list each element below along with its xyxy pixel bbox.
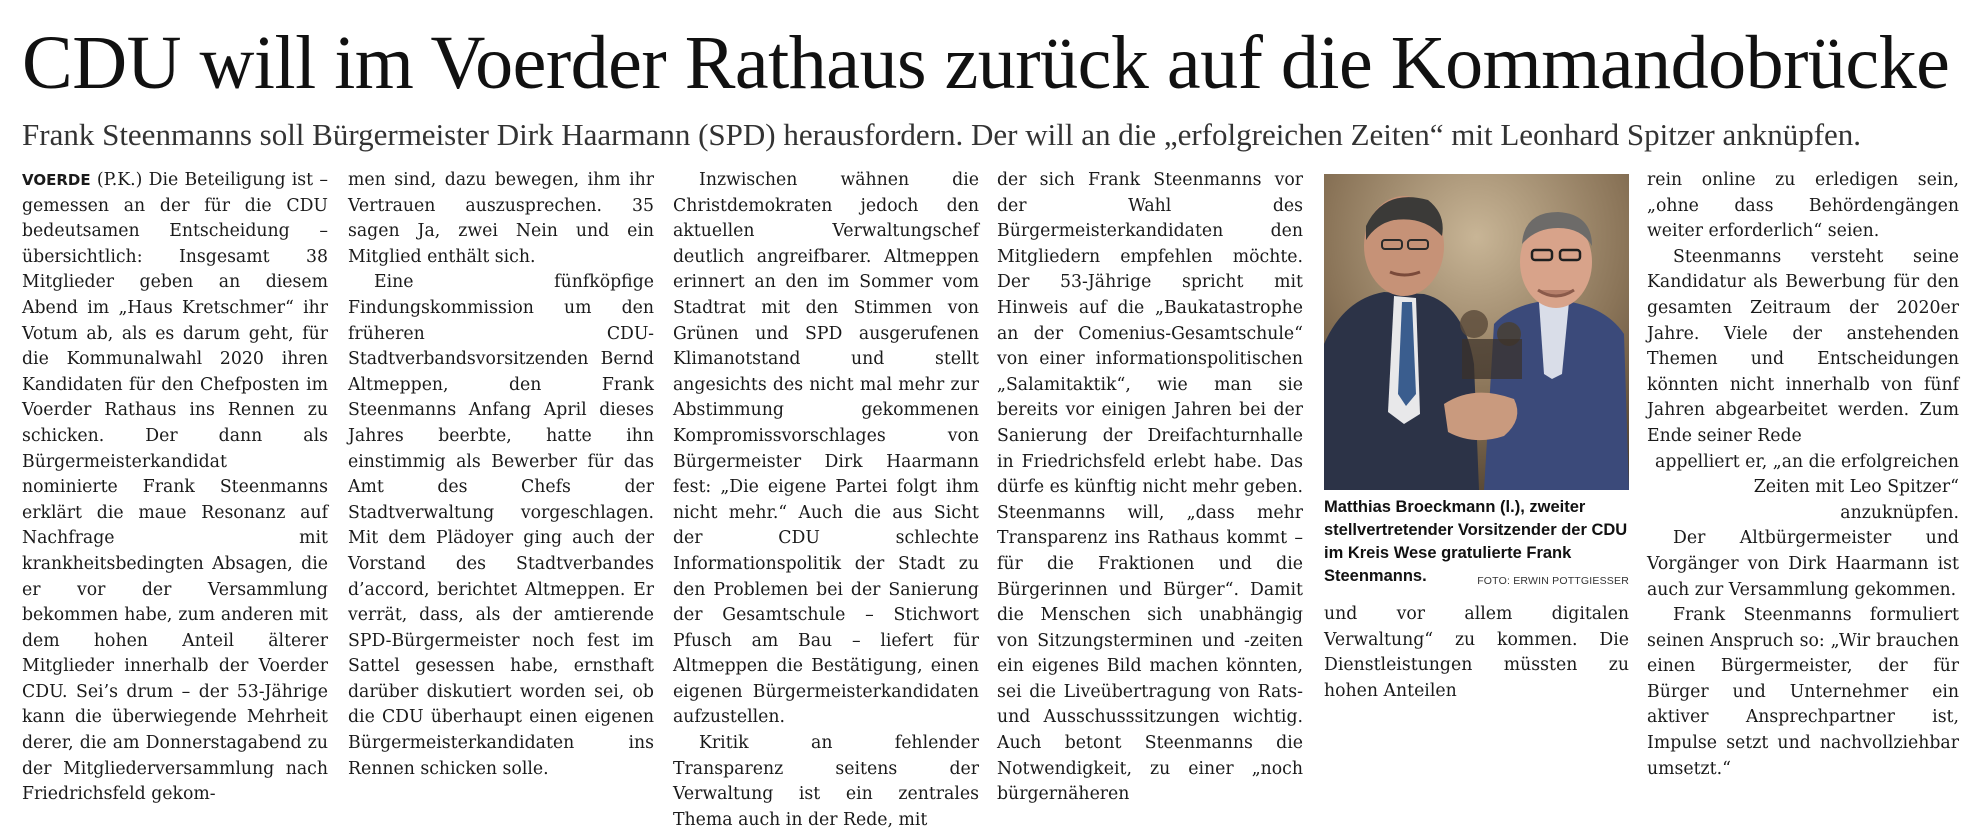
paragraph: Steenmanns versteht seine Kandidatur als Bewerbung für den gesamten Zeitraum der 2020er Jahre. Viele der anstehenden Themen und Entscheidungen könnten nicht innerhalb von fünf Jahren abgearbeitet werden. Zum Ende seiner Rede	[1647, 246, 1959, 446]
photo-column	[1324, 168, 1629, 701]
headline: CDU will im Voerder Rathaus zurück auf die Kommandobrücke	[22, 21, 1950, 105]
article-photo	[1324, 174, 1629, 490]
paragraph-text: (P.K.) Die Beteiligung ist – gemessen an der für die CDU bedeutsamen Entscheidung – übersichtlich: Insgesamt 38 Mitglieder geben an diesem Abend im „Haus Kretschmer“ ihr Votum ab, als es darum geht, für die Kommunalwahl 2020 ihren Kandidaten für den Chefposten im Voerder Rathaus ins Rennen zu schicken. Der dann als Bürgermeisterkandidat nominierte Frank Steenmanns erklärt die maue Resonanz auf Nachfrage mit krankheitsbedingten Absagen, die er vor der Versammlung bekommen habe, zum anderen mit dem hohen Anteil älterer Mitglieder innerhalb der Voerder CDU. Sei’s drum – der 53-Jährige kann die überwiegende Mehrheit derer, die am Donnerstagabend zu der Mitgliederversammlung nach Friedrichsfeld gekom-	[22, 170, 328, 805]
subline: Frank Steenmanns soll Bürgermeister Dirk Haarmann (SPD) herausfordern. Der will an die „erfolgreichen Zeiten“ mit Leonhard Spitzer anknüpfen.	[22, 117, 1862, 152]
photo-illustration	[1324, 174, 1629, 490]
photo-caption	[1324, 496, 1629, 593]
caption-text: Matthias Broeckmann (l.), zweiter stellvertretender Vorsitzender der CDU im Kreis Wese gratulierte Frank Steenmanns.	[1324, 498, 1628, 585]
paragraph: Kritik an fehlender Transparenz seitens der Verwaltung ist ein zentrales Thema auch in der Rede, mit	[673, 733, 979, 830]
photo-credit: FOTO: ERWIN POTTGIESSER	[1477, 575, 1629, 587]
article-column-5	[1324, 602, 1629, 704]
article-column-3	[673, 168, 979, 830]
article-column-2	[348, 168, 654, 779]
paragraph: Inzwischen wähnen die Christdemokraten jedoch den aktuellen Verwaltungschef deutlich angreifbarer. Altmeppen erinnert an den im Sommer vom Stadtrat mit den Stimmen von Grünen und SPD ausgerufenen Klimanotstand und stellt angesichts des nicht mal mehr zur Abstimmung gekommenen Kompromissvorschlages von Bürgermeister Dirk Haarmann fest: „Die eigene Partei folgt ihm nicht mehr.“ Auch die aus Sicht der CDU schlechte Informationspolitik der Stadt zu den Problemen bei der Sanierung der Gesamtschule – Stichwort Pfusch am Bau – liefert für Altmeppen die Bestätigung, einen eigenen Bürgermeisterkandidaten aufzustellen.	[673, 170, 979, 728]
paragraph: der sich Frank Steenmanns vor der Wahl des Bürgermeisterkandidaten den Mitgliedern empfehlen möchte. Der 53-Jährige spricht mit Hinweis auf die „Baukatastrophe an der Comenius-Gesamtschule“ von einer informationspolitischen „Salamitaktik“, wie man sie bereits vor einigen Jahren bei der Sanierung der Dreifachturnhalle in Friedrichsfeld erlebt habe. Das dürfe es künftig nicht mehr geben. Steenmanns will, „dass mehr Transparenz ins Rathaus kommt – für die Fraktionen und die Bürgerinnen und Bürger“. Damit die Menschen sich unabhängig von Sitzungsterminen und -zeiten ein eigenes Bild machen könnten, sei die Liveübertragung von Rats- und Ausschusssitzungen wichtig. Auch betont Steenmanns die Notwendigkeit, zu einer „noch bürgernäheren	[997, 170, 1303, 805]
paragraph: Der Altbürgermeister und Vorgänger von Dirk Haarmann ist auch zur Versammlung gekommen.	[1647, 528, 1959, 600]
article-column-1	[22, 168, 328, 805]
article-column-4	[997, 168, 1303, 805]
paragraph: men sind, dazu bewegen, ihm ihr Vertrauen auszusprechen. 35 sagen Ja, zwei Nein und ein Mitglied enthält sich.	[348, 170, 654, 267]
paragraph: und vor allem digitalen Verwaltung“ zu kommen. Die Dienstleistungen müssten zu hohen Anteilen	[1324, 604, 1629, 701]
paragraph: Frank Steenmanns formuliert seinen Anspruch so: „Wir brauchen einen Bürgermeister, der für Bürger und Unternehmer ein aktiver Ansprechpartner ist, Impulse setzt und nachvollziehbar umsetzt.“	[1647, 605, 1959, 779]
paragraph: rein online zu erledigen sein, „ohne dass Behördengängen weiter erforderlich“ seien.	[1647, 170, 1959, 242]
paragraph	[22, 168, 328, 808]
paragraph: Eine fünfköpfige Findungskommission um den früheren CDU-Stadtverbandsvorsitzenden Bernd Altmeppen, den Frank Steenmanns Anfang April dieses Jahres beerbte, hatte ihn einstimmig als Bewerber für das Amt des Chefs der Stadtverwaltung vorgeschlagen. Mit dem Plädoyer ging auch der Vorstand des Stadtverbandes d’accord, berichtet Altmeppen. Er verrät, dass, als der amtierende SPD-Bürgermeister noch fest im Sattel gesessen habe, ernsthaft darüber diskutiert worden sei, ob die CDU überhaupt einen eigenen Bürgermeisterkandidaten ins Rennen schicken solle.	[348, 272, 654, 779]
article-column-6	[1647, 168, 1959, 779]
dateline-place: VOERDE	[22, 171, 91, 189]
paragraph: appelliert er, „an die erfolgreichen Zeiten mit Leo Spitzer“ anzuknüpfen.	[1655, 451, 1959, 523]
